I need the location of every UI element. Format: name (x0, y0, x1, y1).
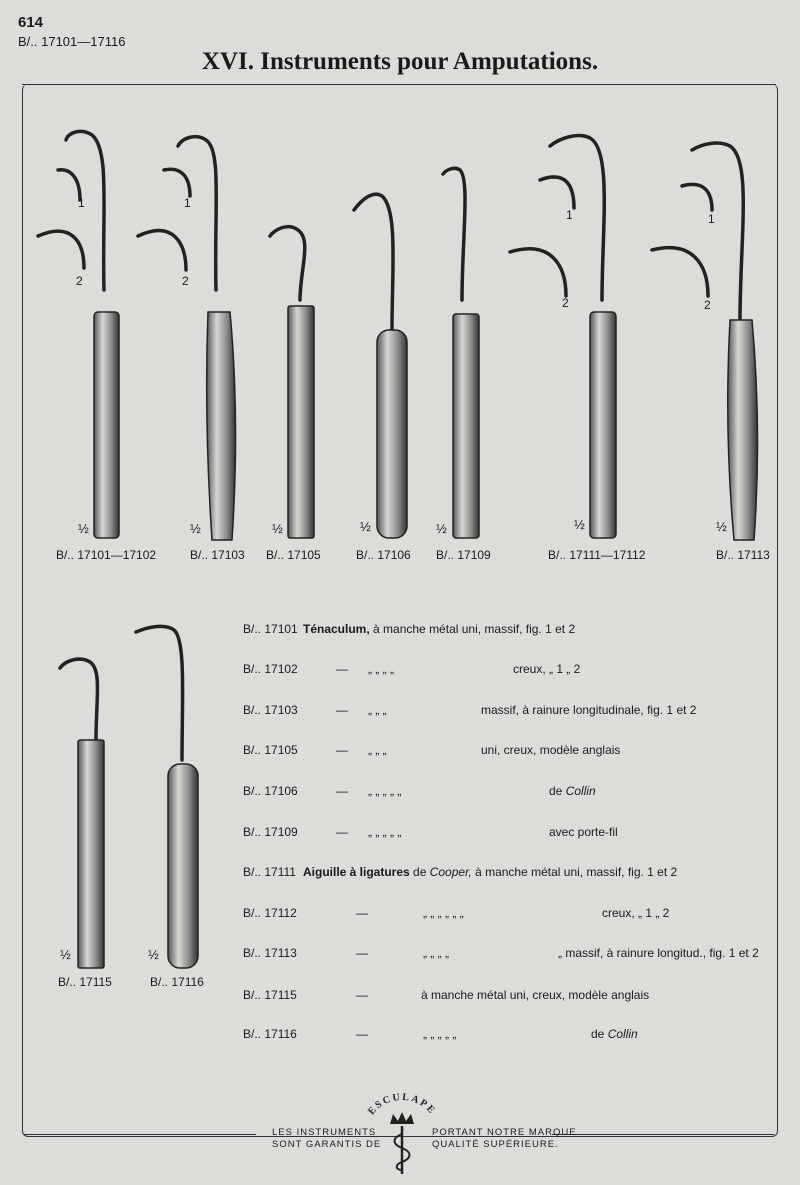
item-ditto: „ „ „ „ „ (423, 1027, 457, 1041)
scale-mark: ½ (60, 947, 71, 962)
item-dash: — (336, 825, 348, 839)
item-dash: — (356, 988, 368, 1002)
footer-left-line: LES INSTRUMENTS (272, 1127, 377, 1138)
item-desc: creux, „ 1 „ 2 (513, 662, 581, 676)
item-desc: massif, à rainure longitudinale, fig. 1 et 2 (481, 703, 697, 717)
item-dash: — (336, 703, 348, 717)
item-ditto: „ „ „ (368, 703, 387, 717)
item-ref: B/.. 17105 (243, 743, 298, 757)
item-ref: B/.. 17112 (243, 906, 297, 920)
item-ditto: „ „ „ „ „ (368, 825, 402, 839)
item-ref: B/.. 17111 (243, 865, 296, 879)
item-ref: B/.. 17109 (243, 825, 298, 839)
item-ref: B/.. 17106 (243, 784, 298, 798)
item-dash: — (336, 743, 348, 757)
scale-mark: ½ (272, 521, 283, 536)
item-desc: à manche métal uni, creux, modèle anglais (421, 988, 650, 1002)
figure-caption: B/.. 17111—17112 (548, 548, 646, 562)
fig-number-1: 1 (184, 196, 191, 210)
scale-mark: ½ (148, 947, 159, 962)
figure-caption: B/.. 17113 (716, 548, 770, 562)
fig-number-2: 2 (704, 298, 711, 312)
item-ref: B/.. 17115 (243, 988, 297, 1002)
reference-range: B/.. 17101—17116 (18, 34, 126, 49)
item-desc-italic: Collin (565, 784, 596, 798)
item-desc: à manche métal uni, massif, fig. 1 et 2 (471, 865, 678, 879)
item-desc-italic: Collin (607, 1027, 638, 1041)
brand-text: ESCULAPE (366, 1091, 438, 1118)
item-ref: B/.. 17103 (243, 703, 298, 717)
footer-right-line: PORTANT NOTRE MARQUE (432, 1127, 577, 1138)
item-name: Ténaculum, (303, 622, 370, 636)
item-dash: — (336, 662, 348, 676)
figure-caption: B/.. 17106 (356, 548, 411, 562)
item-dash: — (356, 906, 368, 920)
fig-number-1: 1 (78, 196, 85, 210)
scale-mark: ½ (360, 519, 371, 534)
fig-number-2: 2 (182, 274, 189, 288)
item-name: Aiguille à ligatures (303, 865, 410, 879)
footer-left-line: SONT GARANTIS DE (272, 1139, 382, 1150)
item-ref: B/.. 17102 (243, 662, 298, 676)
item-dash: — (336, 784, 348, 798)
figure-caption: B/.. 17116 (150, 975, 204, 989)
item-desc: avec porte-fil (549, 825, 618, 839)
item-dash: — (356, 1027, 368, 1041)
item-ditto: „ „ „ (368, 743, 387, 757)
item-desc: creux, „ 1 „ 2 (602, 906, 670, 920)
item-desc: „ massif, à rainure longitud., fig. 1 et 2 (558, 946, 759, 960)
footer-rule-left (24, 1134, 256, 1135)
item-ditto: „ „ „ „ „ „ (423, 906, 464, 920)
footer-text-left (272, 1127, 381, 1151)
item-desc-italic: Cooper, (429, 865, 472, 879)
item-ditto: „ „ „ „ (368, 662, 394, 676)
item-ref: B/.. 17113 (243, 946, 297, 960)
item-desc: à manche métal uni, massif, fig. 1 et 2 (373, 622, 576, 636)
page-title: XVI. Instruments pour Amputations. (201, 48, 599, 75)
item-dash: — (356, 946, 368, 960)
item-desc: de (549, 784, 566, 798)
fig-number-2: 2 (76, 274, 83, 288)
scale-mark: ½ (190, 521, 201, 536)
fig-number-2: 2 (562, 296, 569, 310)
fig-number-1: 1 (566, 208, 573, 222)
page-number: 614 (18, 14, 44, 31)
scale-mark: ½ (436, 521, 447, 536)
item-desc: uni, creux, modèle anglais (481, 743, 621, 757)
figure-caption: B/.. 17105 (266, 548, 321, 562)
item-desc: de (409, 865, 430, 879)
footer-text-right (432, 1127, 577, 1151)
scale-mark: ½ (716, 519, 727, 534)
footer-right-line: QUALITÉ SUPÉRIEURE. (432, 1139, 559, 1150)
scale-mark: ½ (78, 521, 89, 536)
item-ditto: „ „ „ „ „ (368, 784, 402, 798)
figure-caption: B/.. 17101—17102 (56, 548, 157, 562)
scale-mark: ½ (574, 517, 585, 532)
figure-caption: B/.. 17115 (58, 975, 112, 989)
item-ditto: „ „ „ „ (423, 946, 449, 960)
item-desc: de (591, 1027, 608, 1041)
figure-caption: B/.. 17109 (436, 548, 491, 562)
item-ref: B/.. 17116 (243, 1027, 297, 1041)
footer-rule-right (552, 1134, 774, 1135)
figure-caption: B/.. 17103 (190, 548, 245, 562)
fig-number-1: 1 (708, 212, 715, 226)
item-ref: B/.. 17101 (243, 622, 298, 636)
